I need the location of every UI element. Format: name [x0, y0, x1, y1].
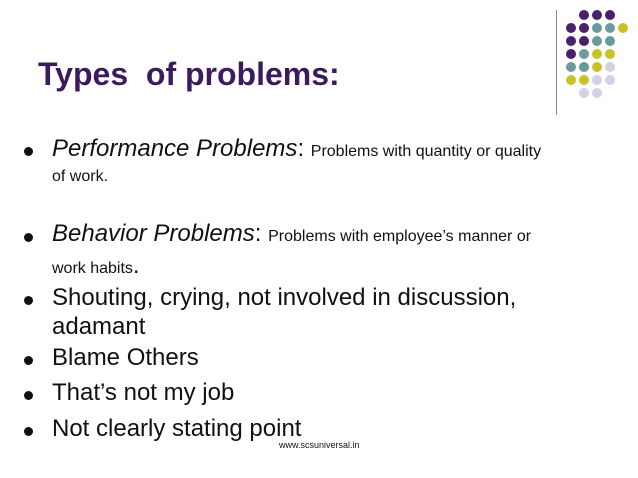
- decorative-dot: [566, 62, 576, 72]
- decorative-dot: [579, 62, 589, 72]
- decorative-dot: [592, 62, 602, 72]
- performance-description: Problems with quantity or quality: [310, 143, 542, 160]
- bullet-dot-icon: [24, 391, 33, 400]
- performance-separator: :: [297, 135, 311, 162]
- bullet-not-clearly-stating: Not clearly stating point: [52, 415, 302, 442]
- behavior-separator: :: [254, 220, 269, 247]
- decorative-dot: [566, 75, 576, 85]
- decorative-dot: [618, 23, 628, 33]
- decorative-dot: [605, 36, 615, 46]
- bullet-behavior-line1: [52, 220, 531, 248]
- decorative-dot: [592, 49, 602, 59]
- decorative-dot: [592, 75, 602, 85]
- performance-description-line2: of work.: [52, 168, 109, 185]
- decorative-dot: [605, 75, 615, 85]
- bullet-dot-icon: [24, 233, 33, 242]
- decorative-divider-line: [556, 10, 557, 115]
- performance-term: Performance Problems: [52, 135, 298, 162]
- decorative-dot: [579, 36, 589, 46]
- decorative-dot: [579, 75, 589, 85]
- decorative-dot-grid: [566, 10, 638, 110]
- behavior-term: Behavior Problems: [52, 220, 255, 247]
- bullet-dot-icon: [24, 296, 33, 305]
- bullet-not-my-job: That’s not my job: [52, 379, 235, 406]
- bullet-dot-icon: [24, 356, 33, 365]
- decorative-dot: [579, 49, 589, 59]
- decorative-dot: [592, 10, 602, 20]
- decorative-dot: [605, 49, 615, 59]
- behavior-description: Problems with employee’s manner or: [268, 228, 532, 245]
- footer-url: www.scsuniversal.in: [279, 440, 360, 450]
- behavior-description-period: .: [132, 252, 140, 279]
- bullet-shouting-line2: adamant: [52, 313, 146, 340]
- bullet-shouting-line1: Shouting, crying, not involved in discussion,: [52, 284, 517, 311]
- decorative-dot: [592, 23, 602, 33]
- bullet-dot-icon: [24, 147, 33, 156]
- decorative-dot: [566, 36, 576, 46]
- decorative-dot: [605, 62, 615, 72]
- bullet-blame-others: Blame Others: [52, 344, 199, 371]
- decorative-dot: [579, 23, 589, 33]
- slide-title: Types of problems:: [38, 56, 340, 92]
- behavior-description-line2-wrap: [52, 252, 140, 280]
- behavior-description-line2: work habits: [52, 260, 133, 277]
- decorative-dot: [605, 23, 615, 33]
- decorative-dot: [566, 23, 576, 33]
- bullet-performance-line1: [52, 135, 541, 163]
- decorative-dot: [592, 36, 602, 46]
- decorative-dot: [579, 88, 589, 98]
- decorative-dot: [566, 49, 576, 59]
- decorative-dot: [605, 10, 615, 20]
- decorative-dot: [579, 10, 589, 20]
- bullet-dot-icon: [24, 427, 33, 436]
- decorative-dot: [592, 88, 602, 98]
